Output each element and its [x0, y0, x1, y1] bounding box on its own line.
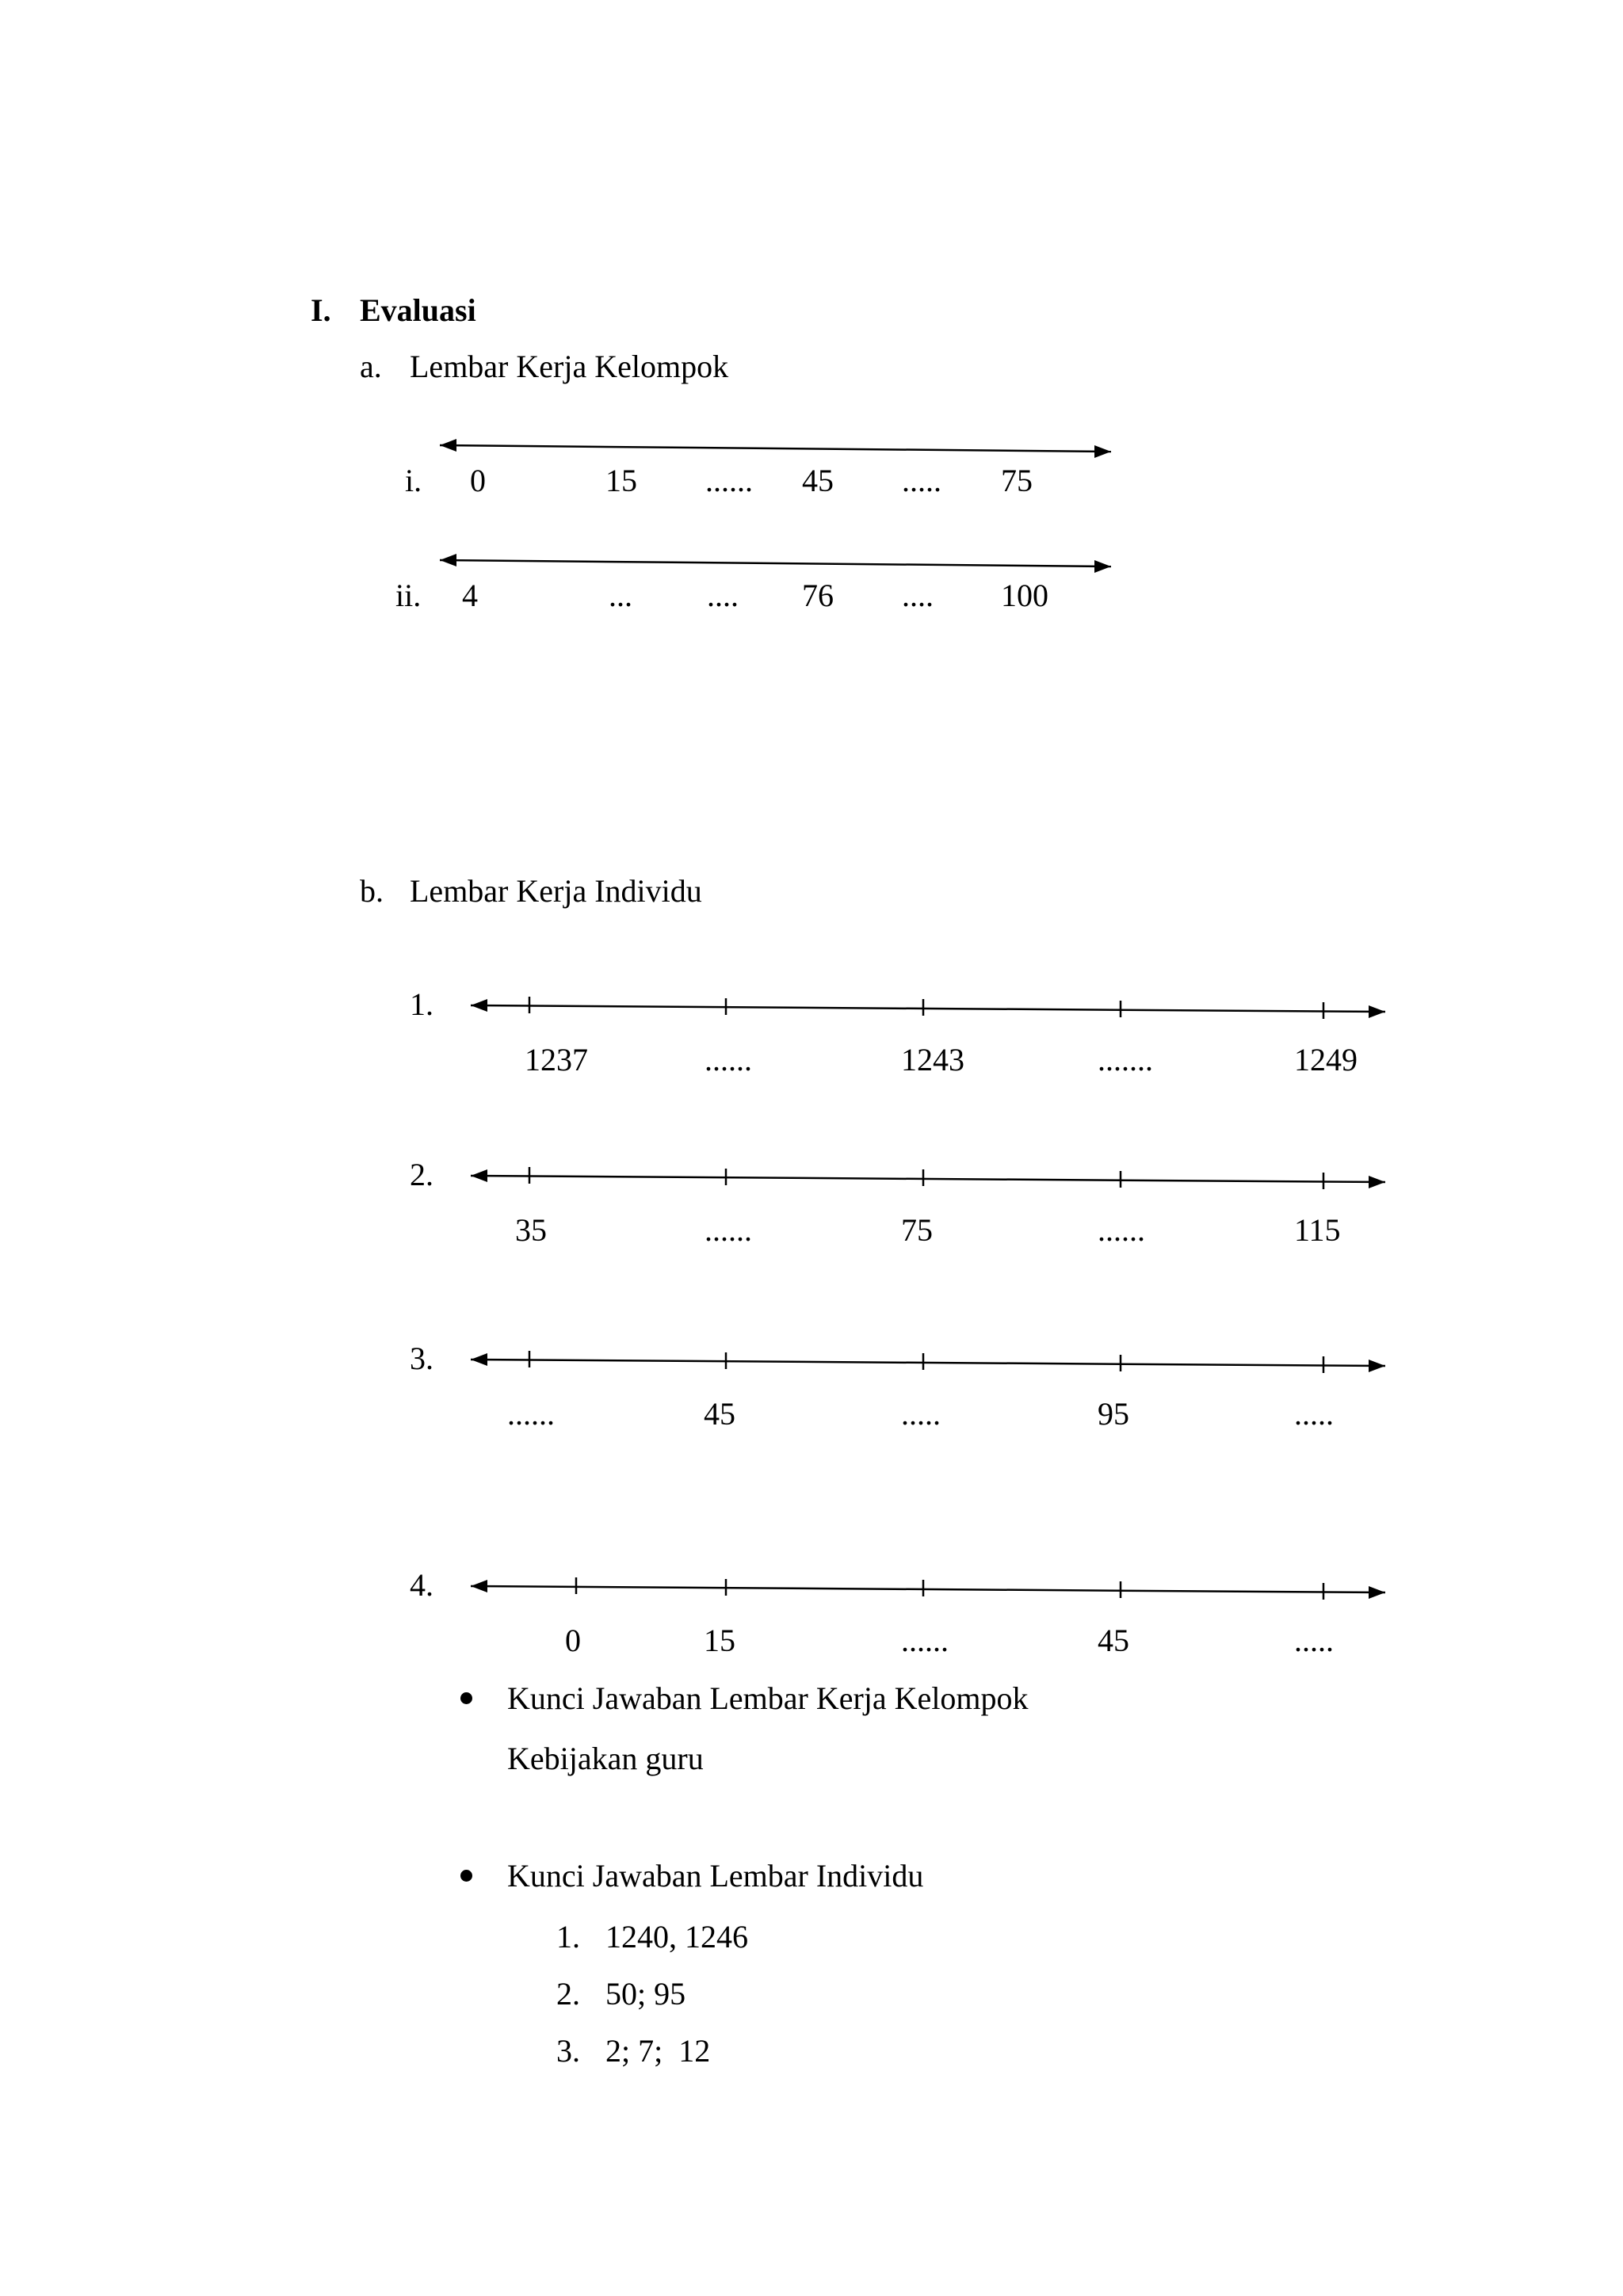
individual-line-1-value-4: .......	[1098, 1042, 1153, 1077]
individual-line-4-value-1: 0	[565, 1623, 581, 1658]
individual-line-4-value-3: ......	[901, 1623, 949, 1658]
individual-key-item-3-text: 2; 7; 12	[605, 2033, 711, 2069]
group-line-i-value-5: .....	[902, 463, 941, 498]
individual-line-1-value-5: 1249	[1294, 1042, 1358, 1077]
group-line-ii-value-1: 4	[462, 578, 478, 613]
group-number-line-i	[0, 434, 1623, 466]
individual-line-1-value-2: ......	[705, 1042, 752, 1077]
individual-letter: b.	[360, 873, 384, 909]
individual-key-item-2-text: 50; 95	[605, 1976, 686, 2012]
individual-key-item-1-num: 1.	[556, 1919, 580, 1955]
individual-line-2-value-5: 115	[1294, 1212, 1341, 1248]
individual-line-2-value-2: ......	[705, 1212, 752, 1248]
individual-line-4-value-2: 15	[704, 1623, 735, 1658]
individual-line-2-label: 2.	[410, 1157, 433, 1192]
individual-line-1-label: 1.	[410, 986, 433, 1022]
group-line-i-value-3: ......	[705, 463, 753, 498]
group-line-ii-value-2: ...	[609, 578, 632, 613]
individual-key-item-1-text: 1240, 1246	[605, 1919, 748, 1955]
individual-number-line-4	[0, 1569, 1623, 1608]
section-number: I.	[311, 292, 331, 328]
individual-number-line-3	[0, 1342, 1623, 1382]
group-line-i-value-1: 0	[470, 463, 486, 498]
group-line-i-value-6: 75	[1001, 463, 1033, 498]
individual-line-4-value-5: .....	[1294, 1623, 1334, 1658]
individual-number-line-2	[0, 1158, 1623, 1198]
individual-line-2-value-3: 75	[901, 1212, 933, 1248]
individual-line-3-value-4: 95	[1098, 1396, 1129, 1432]
individual-line-4-label: 4.	[410, 1567, 433, 1603]
group-letter: a.	[360, 349, 382, 384]
individual-line-1-value-1: 1237	[525, 1042, 588, 1077]
individual-key-item-2-num: 2.	[556, 1976, 580, 2012]
bullet-icon	[460, 1692, 472, 1704]
group-line-ii-label: ii.	[395, 578, 422, 613]
individual-line-2-value-4: ......	[1098, 1212, 1145, 1248]
section-title: Evaluasi	[360, 292, 476, 328]
group-line-ii-value-6: 100	[1001, 578, 1048, 613]
group-line-ii-value-4: 76	[802, 578, 834, 613]
individual-line-3-value-2: 45	[704, 1396, 735, 1432]
individual-number-line-1	[0, 988, 1623, 1028]
individual-line-3-value-3: .....	[901, 1396, 941, 1432]
group-line-ii-value-3: ....	[707, 578, 739, 613]
individual-key-title: Kunci Jawaban Lembar Individu	[507, 1858, 924, 1894]
group-title: Lembar Kerja Kelompok	[410, 349, 729, 384]
group-line-i-value-4: 45	[802, 463, 834, 498]
individual-line-3-label: 3.	[410, 1341, 433, 1376]
group-line-i-value-2: 15	[605, 463, 637, 498]
group-key-title: Kunci Jawaban Lembar Kerja Kelompok	[507, 1680, 1029, 1716]
group-key-text: Kebijakan guru	[507, 1741, 704, 1776]
individual-line-1-value-3: 1243	[901, 1042, 964, 1077]
individual-line-3-value-1: ......	[507, 1396, 555, 1432]
group-line-ii-value-5: ....	[902, 578, 934, 613]
individual-key-item-3-num: 3.	[556, 2033, 580, 2069]
group-line-i-label: i.	[405, 463, 422, 498]
group-number-line-ii	[0, 549, 1623, 581]
individual-line-4-value-4: 45	[1098, 1623, 1129, 1658]
individual-title: Lembar Kerja Individu	[410, 873, 702, 909]
individual-line-2-value-1: 35	[515, 1212, 547, 1248]
individual-line-3-value-5: .....	[1294, 1396, 1334, 1432]
bullet-icon	[460, 1870, 472, 1882]
